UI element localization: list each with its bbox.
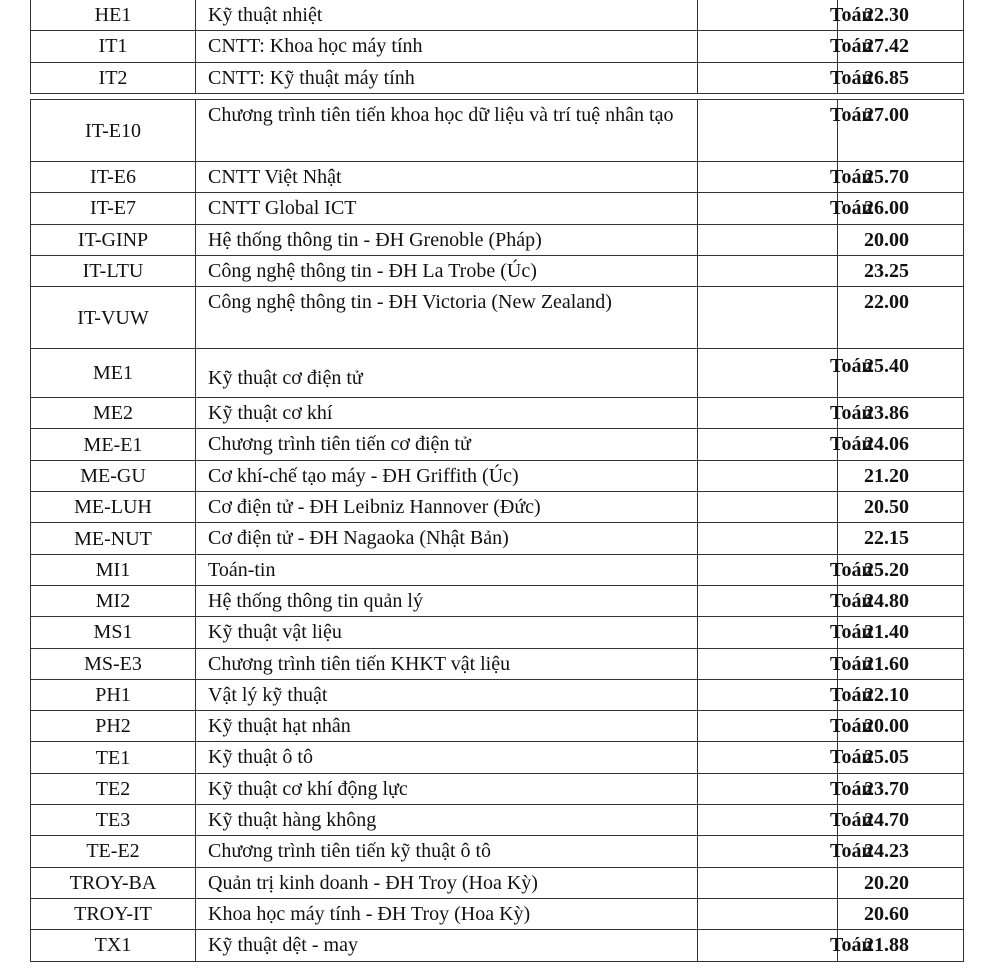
table-row bbox=[31, 805, 964, 836]
program-code: MI2 bbox=[31, 585, 196, 616]
program-name: Chương trình tiên tiến KHKT vật liệu bbox=[196, 648, 698, 679]
program-name: CNTT Global ICT bbox=[196, 193, 698, 224]
program-name: Khoa học máy tính - ĐH Troy (Hoa Kỳ) bbox=[196, 898, 698, 929]
cutoff-score: 20.00 bbox=[838, 711, 964, 742]
program-name: Cơ điện tử - ĐH Leibniz Hannover (Đức) bbox=[196, 492, 698, 523]
table-row bbox=[31, 930, 964, 961]
program-name: Vật lý kỹ thuật bbox=[196, 679, 698, 710]
priority-subject bbox=[698, 287, 838, 349]
priority-subject bbox=[698, 492, 838, 523]
program-code: PH1 bbox=[31, 679, 196, 710]
priority-subject bbox=[698, 224, 838, 255]
table-row bbox=[31, 898, 964, 929]
cutoff-score: 21.40 bbox=[838, 617, 964, 648]
program-code: TROY-BA bbox=[31, 867, 196, 898]
table-row bbox=[31, 62, 964, 93]
program-name: Cơ khí-chế tạo máy - ĐH Griffith (Úc) bbox=[196, 460, 698, 491]
priority-subject: Toán bbox=[698, 100, 838, 162]
program-code: IT-GINP bbox=[31, 224, 196, 255]
program-code: IT-E10 bbox=[31, 100, 196, 162]
cutoff-score: 23.25 bbox=[838, 255, 964, 286]
program-code: MI1 bbox=[31, 554, 196, 585]
program-name: Chương trình tiên tiến kỹ thuật ô tô bbox=[196, 836, 698, 867]
program-name: Kỹ thuật dệt - may bbox=[196, 930, 698, 961]
program-code: TX1 bbox=[31, 930, 196, 961]
priority-subject: Toán bbox=[698, 648, 838, 679]
program-name: Hệ thống thông tin quản lý bbox=[196, 585, 698, 616]
program-name: Quản trị kinh doanh - ĐH Troy (Hoa Kỳ) bbox=[196, 867, 698, 898]
table-row bbox=[31, 836, 964, 867]
program-code: ME-NUT bbox=[31, 523, 196, 554]
priority-subject: Toán bbox=[698, 773, 838, 804]
priority-subject: Toán bbox=[698, 930, 838, 961]
table-row bbox=[31, 773, 964, 804]
table-row bbox=[31, 162, 964, 193]
program-name: CNTT: Khoa học máy tính bbox=[196, 31, 698, 62]
program-name: Kỹ thuật cơ khí động lực bbox=[196, 773, 698, 804]
program-name: Chương trình tiên tiến cơ điện tử bbox=[196, 429, 698, 460]
cutoff-score: 25.20 bbox=[838, 554, 964, 585]
table-row bbox=[31, 460, 964, 491]
cutoff-score: 24.23 bbox=[838, 836, 964, 867]
priority-subject: Toán bbox=[698, 711, 838, 742]
table-row bbox=[31, 193, 964, 224]
cutoff-score: 25.40 bbox=[838, 349, 964, 398]
priority-subject: Toán bbox=[698, 585, 838, 616]
program-code: TE3 bbox=[31, 805, 196, 836]
cutoff-score: 22.00 bbox=[838, 287, 964, 349]
priority-subject: Toán bbox=[698, 836, 838, 867]
cutoff-score: 23.86 bbox=[838, 398, 964, 429]
program-code: IT-VUW bbox=[31, 287, 196, 349]
priority-subject bbox=[698, 523, 838, 554]
program-name: Kỹ thuật vật liệu bbox=[196, 617, 698, 648]
table-row bbox=[31, 492, 964, 523]
table-row bbox=[31, 398, 964, 429]
cutoff-score: 25.70 bbox=[838, 162, 964, 193]
cutoff-score: 21.88 bbox=[838, 930, 964, 961]
program-code: IT1 bbox=[31, 31, 196, 62]
cutoff-score: 20.60 bbox=[838, 898, 964, 929]
program-code: ME-LUH bbox=[31, 492, 196, 523]
cutoff-score: 21.60 bbox=[838, 648, 964, 679]
table-row bbox=[31, 429, 964, 460]
program-code: IT-E6 bbox=[31, 162, 196, 193]
program-name: Kỹ thuật nhiệt bbox=[196, 0, 698, 31]
cutoff-score: 23.70 bbox=[838, 773, 964, 804]
table-row bbox=[31, 0, 964, 31]
table-row bbox=[31, 523, 964, 554]
table-row bbox=[31, 742, 964, 773]
program-name: Kỹ thuật hàng không bbox=[196, 805, 698, 836]
table-row bbox=[31, 31, 964, 62]
program-code: ME-GU bbox=[31, 460, 196, 491]
program-code: ME1 bbox=[31, 349, 196, 398]
cutoff-score: 21.20 bbox=[838, 460, 964, 491]
priority-subject: Toán bbox=[698, 429, 838, 460]
program-name: Kỹ thuật cơ điện tử bbox=[196, 349, 698, 398]
program-code: IT2 bbox=[31, 62, 196, 93]
program-name: Hệ thống thông tin - ĐH Grenoble (Pháp) bbox=[196, 224, 698, 255]
program-name: Kỹ thuật cơ khí bbox=[196, 398, 698, 429]
table-row bbox=[31, 287, 964, 349]
program-code: IT-LTU bbox=[31, 255, 196, 286]
priority-subject: Toán bbox=[698, 193, 838, 224]
program-code: MS-E3 bbox=[31, 648, 196, 679]
table-row bbox=[31, 679, 964, 710]
table-row bbox=[31, 100, 964, 162]
program-code: MS1 bbox=[31, 617, 196, 648]
program-name: Công nghệ thông tin - ĐH La Trobe (Úc) bbox=[196, 255, 698, 286]
priority-subject: Toán bbox=[698, 742, 838, 773]
cutoff-score: 22.15 bbox=[838, 523, 964, 554]
cutoff-score: 22.10 bbox=[838, 679, 964, 710]
priority-subject: Toán bbox=[698, 0, 838, 31]
cutoff-score: 20.00 bbox=[838, 224, 964, 255]
program-code: HE1 bbox=[31, 0, 196, 31]
program-code: ME2 bbox=[31, 398, 196, 429]
cutoff-score: 26.85 bbox=[838, 62, 964, 93]
cutoff-score: 20.20 bbox=[838, 867, 964, 898]
priority-subject: Toán bbox=[698, 617, 838, 648]
cutoff-score: 27.42 bbox=[838, 31, 964, 62]
program-name: CNTT Việt Nhật bbox=[196, 162, 698, 193]
priority-subject: Toán bbox=[698, 349, 838, 398]
cutoff-score: 26.00 bbox=[838, 193, 964, 224]
program-name: Chương trình tiên tiến khoa học dữ liệu và trí tuệ nhân tạo bbox=[196, 100, 698, 162]
priority-subject bbox=[698, 898, 838, 929]
table-row bbox=[31, 585, 964, 616]
program-name: CNTT: Kỹ thuật máy tính bbox=[196, 62, 698, 93]
table-row bbox=[31, 617, 964, 648]
program-code: PH2 bbox=[31, 711, 196, 742]
cutoff-score: 24.06 bbox=[838, 429, 964, 460]
table-row bbox=[31, 255, 964, 286]
priority-subject: Toán bbox=[698, 805, 838, 836]
program-code: TE-E2 bbox=[31, 836, 196, 867]
table-row bbox=[31, 867, 964, 898]
program-name: Cơ điện tử - ĐH Nagaoka (Nhật Bản) bbox=[196, 523, 698, 554]
cutoff-score: 24.80 bbox=[838, 585, 964, 616]
priority-subject: Toán bbox=[698, 62, 838, 93]
priority-subject bbox=[698, 867, 838, 898]
table-row bbox=[31, 648, 964, 679]
cutoff-score: 27.00 bbox=[838, 100, 964, 162]
table-row bbox=[31, 349, 964, 398]
score-table-main bbox=[30, 99, 964, 962]
cutoff-score: 25.05 bbox=[838, 742, 964, 773]
cutoff-score: 22.30 bbox=[838, 0, 964, 31]
priority-subject: Toán bbox=[698, 162, 838, 193]
score-table-top bbox=[30, 0, 964, 94]
program-code: ME-E1 bbox=[31, 429, 196, 460]
program-code: IT-E7 bbox=[31, 193, 196, 224]
priority-subject bbox=[698, 460, 838, 491]
priority-subject: Toán bbox=[698, 679, 838, 710]
program-name: Công nghệ thông tin - ĐH Victoria (New Zealand) bbox=[196, 287, 698, 349]
priority-subject bbox=[698, 255, 838, 286]
program-name: Kỹ thuật ô tô bbox=[196, 742, 698, 773]
program-name: Toán-tin bbox=[196, 554, 698, 585]
priority-subject: Toán bbox=[698, 31, 838, 62]
program-code: TE1 bbox=[31, 742, 196, 773]
cutoff-score: 24.70 bbox=[838, 805, 964, 836]
priority-subject: Toán bbox=[698, 398, 838, 429]
priority-subject: Toán bbox=[698, 554, 838, 585]
table-row bbox=[31, 711, 964, 742]
cutoff-score: 20.50 bbox=[838, 492, 964, 523]
table-row bbox=[31, 554, 964, 585]
program-name: Kỹ thuật hạt nhân bbox=[196, 711, 698, 742]
program-code: TE2 bbox=[31, 773, 196, 804]
table-row bbox=[31, 224, 964, 255]
program-code: TROY-IT bbox=[31, 898, 196, 929]
